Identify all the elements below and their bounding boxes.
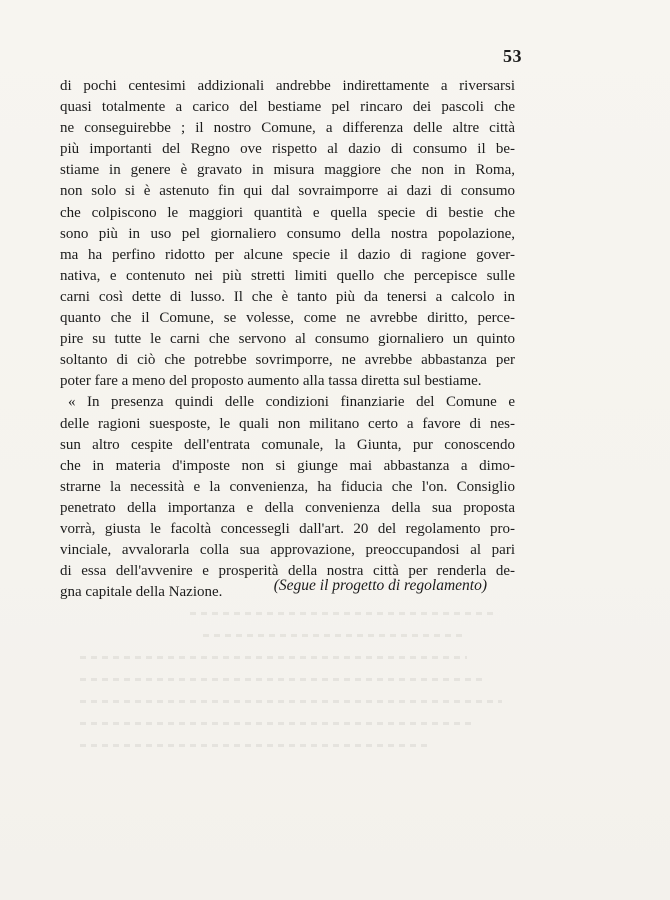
text-line: che colpiscono le maggiori quantità e quella specie di bestie che bbox=[60, 204, 515, 221]
text-line: ne conseguirebbe ; il nostro Comune, a differenza delle altre città bbox=[60, 120, 515, 137]
text-line: vorrà, giusta le facoltà concessegli dall'art. 20 del regolamento pro- bbox=[60, 520, 515, 537]
show-through-line bbox=[80, 744, 432, 747]
text-line: pire su tutte le carni che servono al consumo giornaliero un quinto bbox=[60, 331, 515, 348]
text-line: di pochi centesimi addizionali andrebbe indirettamente a riversarsi bbox=[60, 78, 515, 94]
text-line: ma ha perfino ridotto per alcune specie il dazio di ragione gover- bbox=[60, 246, 515, 263]
text-line: non solo si è astenuto fin qui dal sovraimporre ai dazi di consumo bbox=[60, 183, 515, 200]
text-line: « In presenza quindi delle condizioni finanziarie del Comune e bbox=[68, 394, 515, 411]
text-line: quasi totalmente a carico del bestiame pel rincaro dei pascoli che bbox=[60, 99, 515, 116]
text-line: gna capitale della Nazione. bbox=[60, 584, 223, 601]
text-line: carni così dette di lusso. Il che è tanto più da tenersi a calcolo in bbox=[60, 288, 515, 305]
show-through-line bbox=[80, 700, 502, 703]
text-line: più importanti del Regno ove rispetto al dazio di consumo il be- bbox=[60, 141, 515, 158]
closing-note: (Segue il progetto di regolamento) bbox=[273, 577, 487, 594]
show-through-texture bbox=[80, 612, 520, 762]
text-line: vinciale, avvalorarla colla sua approvazione, preoccupandosi al pari bbox=[60, 542, 515, 559]
text-line: sono più in uso pel giornaliero consumo della nostra popolazione, bbox=[60, 225, 515, 242]
text-line: quanto che il Comune, se volesse, come ne avrebbe diritto, perce- bbox=[60, 310, 515, 327]
page-number: 53 bbox=[503, 46, 522, 66]
text-line: poter fare a meno del proposto aumento alla tassa diretta sul bestiame. bbox=[60, 373, 482, 390]
show-through-line bbox=[80, 722, 476, 725]
text-line: soltanto di ciò che potrebbe sovrimporre, ne avrebbe abbastanza per bbox=[60, 352, 515, 369]
text-line: delle ragioni suesposte, le quali non militano certo a favore di nes- bbox=[60, 415, 515, 432]
show-through-line bbox=[80, 678, 485, 681]
show-through-line bbox=[190, 612, 498, 615]
text-line: di essa dell'avvenire e prosperità della nostra città per renderla de- bbox=[60, 563, 515, 580]
text-line: sun altro cespite dell'entrata comunale, la Giunta, pur conoscendo bbox=[60, 436, 515, 453]
text-line: stiame in genere è gravato in misura maggiore che non in Roma, bbox=[60, 162, 515, 179]
text-line: nativa, e contenuto nei più stretti limiti quello che percepisce sulle bbox=[60, 267, 515, 284]
show-through-line bbox=[203, 634, 467, 637]
text-line: che in materia d'imposte non si giunge mai abbastanza a dimo- bbox=[60, 457, 515, 474]
show-through-line bbox=[80, 656, 467, 659]
body-text bbox=[60, 76, 515, 603]
text-line: strarne la necessità e la convenienza, ha fiducia che l'on. Consiglio bbox=[60, 478, 515, 495]
text-line: penetrato della importanza e della convenienza della sua proposta bbox=[60, 499, 515, 516]
